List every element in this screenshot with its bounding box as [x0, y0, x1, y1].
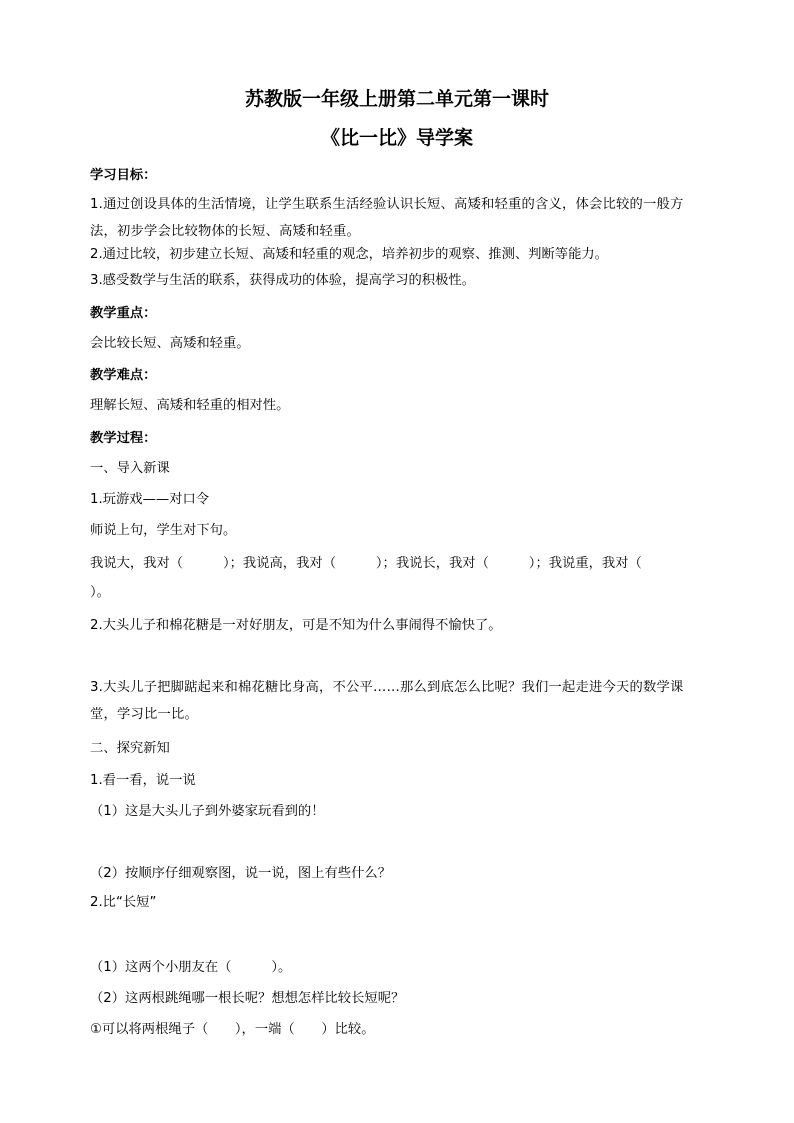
- item-3: 3.大头儿子把脚踮起来和棉花糖比身高，不公平……那么到底怎么比呢？我们一起走进今天的数学课堂，学习比一比。: [90, 680, 684, 722]
- doc-title-line1: 苏教版一年级上册第二单元第一课时: [244, 88, 549, 110]
- goal-item-3: 3.感受数学与生活的联系，获得成功的体验，提高学习的积极性。: [90, 273, 475, 288]
- compare-item-1: （1）这两个小朋友在（ ）。: [90, 960, 292, 975]
- goal-item-1: 1.通过创设具体的生活情境，让学生联系生活经验认识长短、高矮和轻重的含义，体会比较的一般方法，初步学会比较物体的长短、高矮和轻重。: [90, 197, 684, 239]
- look-title: 1.看一看，说一说: [90, 773, 196, 788]
- game-desc: 师说上句，学生对下句。: [90, 523, 237, 538]
- game-line-1: 我说大，我对（ ）；我说高，我对（ ）；我说长，我对（ ）；我说重，我对（: [90, 556, 642, 571]
- game-title: 1.玩游戏——对口令: [90, 492, 210, 507]
- game-line-2: ）。: [90, 585, 110, 600]
- look-item-1: （1）这是大头儿子到外婆家玩看到的！: [90, 804, 325, 819]
- key-text: 会比较长短、高矮和轻重。: [90, 336, 250, 351]
- difficulty-text: 理解长短、高矮和轻重的相对性。: [90, 398, 290, 413]
- part1-heading: 一、导入新课: [90, 461, 170, 476]
- compare-title: 2.比“长短”: [90, 895, 157, 910]
- part2-heading: 二、探究新知: [90, 741, 170, 756]
- goals-heading: 学习目标：: [90, 168, 157, 183]
- goal-item-2: 2.通过比较，初步建立长短、高矮和轻重的观念，培养初步的观察、推测、判断等能力。: [90, 247, 608, 262]
- item-2: 2.大头儿子和棉花糖是一对好朋友，可是不知为什么事闹得不愉快了。: [90, 618, 502, 633]
- look-item-2: （2）按顺序仔细观察图，说一说，图上有些什么？: [90, 866, 391, 881]
- difficulty-heading: 教学难点：: [90, 368, 157, 383]
- doc-title-line2: 《比一比》导学案: [320, 127, 473, 149]
- key-heading: 教学重点：: [90, 306, 157, 321]
- process-heading: 教学过程：: [90, 431, 157, 446]
- compare-item-3: ①可以将两根绳子（ ），一端（ ）比较。: [90, 1022, 375, 1037]
- compare-item-2: （2）这两根跳绳哪一根长呢？想想怎样比较长短呢？: [90, 991, 405, 1006]
